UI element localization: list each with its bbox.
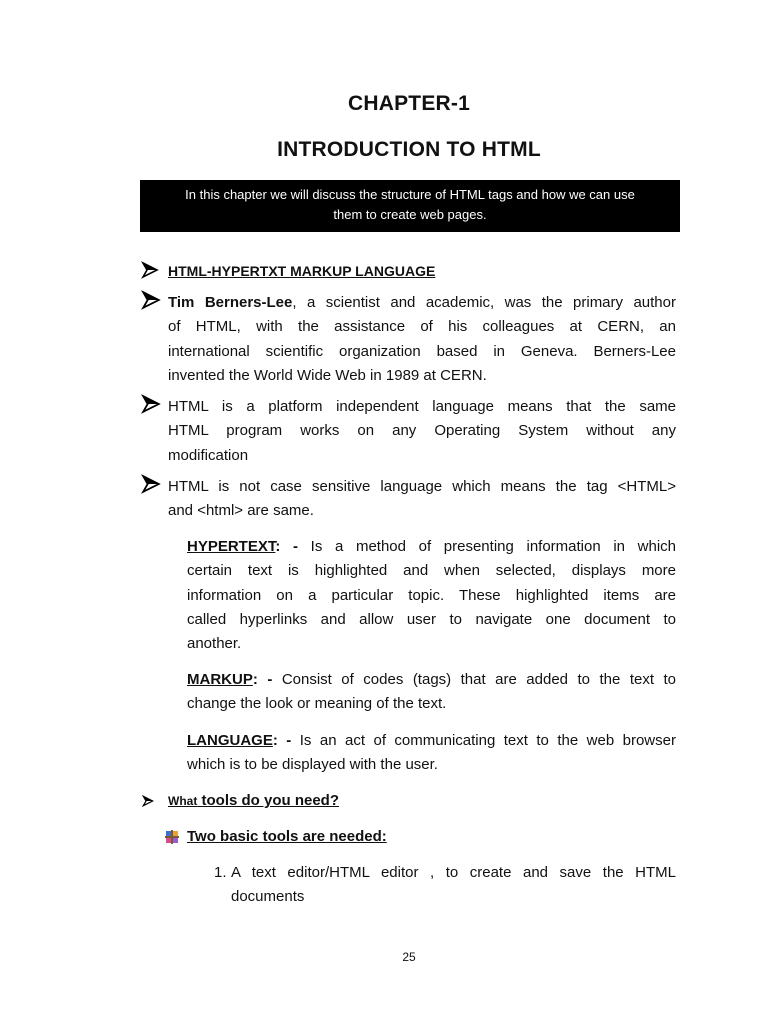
definition-text: Is an act of communicating text to the web browser xyxy=(299,732,676,749)
hypertext-definition xyxy=(187,535,676,656)
tim-berners-lee-paragraph xyxy=(168,291,676,388)
paragraph-line: international scientific organization based in Geneva. Berners-Lee xyxy=(168,342,676,360)
arrow-bullet-icon xyxy=(141,290,161,310)
definition-dash: - xyxy=(277,732,300,749)
paragraph-line: invented the World Wide Web in 1989 at CERN. xyxy=(168,366,487,384)
language-definition xyxy=(187,729,676,778)
definition-text: Is a method of presenting information in which xyxy=(310,538,676,555)
list-item xyxy=(231,861,676,910)
section-heading: HTML-HYPERTXT MARKUP LANGUAGE xyxy=(168,263,436,279)
definition-term: HYPERTEXT xyxy=(187,538,276,555)
definition-colon: : xyxy=(252,671,258,688)
tools-what: What xyxy=(168,794,198,808)
definition-line xyxy=(187,535,676,559)
definition-line: called hyperlinks and allow user to navigate one document to xyxy=(187,610,676,628)
definition-colon: : xyxy=(275,538,281,555)
page-number: 25 xyxy=(402,950,416,964)
paragraph-text: , a scientist and academic, was the primary author xyxy=(292,294,676,311)
tim-name: Tim Berners-Lee xyxy=(168,294,293,311)
definition-text: Consist of codes (tags) that are added to the text to xyxy=(281,671,676,688)
definition-line: certain text is highlighted and when selected, displays more xyxy=(187,562,676,580)
arrow-bullet-icon xyxy=(141,474,161,494)
arrow-bullet-icon xyxy=(142,794,154,806)
list-number: 1. xyxy=(214,864,227,881)
arrow-bullet-icon xyxy=(141,394,161,414)
banner-line-2: them to create web pages. xyxy=(333,207,487,222)
definition-term: LANGUAGE xyxy=(187,732,273,749)
paragraph-line: HTML is a platform independent language means that the same xyxy=(168,398,676,415)
tools-question xyxy=(168,791,339,811)
chapter-summary-banner xyxy=(140,180,680,232)
basic-tools-heading: Two basic tools are needed: xyxy=(187,828,387,845)
paragraph-line xyxy=(168,291,676,315)
arrow-bullet-icon xyxy=(141,261,161,281)
case-sensitivity-paragraph xyxy=(168,475,676,524)
paragraph-line: HTML is not case sensitive language which means the tag <HTML> xyxy=(168,478,676,495)
definition-dash: - xyxy=(280,538,311,555)
definition-line: which is to be displayed with the user. xyxy=(187,756,438,774)
definition-line xyxy=(187,729,676,753)
platform-paragraph xyxy=(168,395,676,468)
paragraph-line: modification xyxy=(168,446,249,464)
markup-definition xyxy=(187,668,676,717)
chapter-label: CHAPTER-1 xyxy=(348,92,470,115)
definition-dash: - xyxy=(257,671,282,688)
definition-line: another. xyxy=(187,635,242,653)
colored-bullet-icon xyxy=(164,829,180,845)
chapter-title: INTRODUCTION TO HTML xyxy=(277,138,541,161)
tools-rest: tools do you need? xyxy=(197,792,339,809)
definition-term: MARKUP xyxy=(187,671,253,688)
list-item-line: A text editor/HTML editor , to create and save the HTML xyxy=(231,864,676,881)
definition-colon: : xyxy=(272,732,278,749)
definition-line: change the look or meaning of the text. xyxy=(187,695,447,713)
definition-line xyxy=(187,668,676,692)
paragraph-line: of HTML, with the assistance of his colleagues at CERN, an xyxy=(168,318,676,336)
definition-line: information on a particular topic. These highlighted items are xyxy=(187,586,676,604)
list-item-line: documents xyxy=(231,888,305,906)
banner-line-1: In this chapter we will discuss the structure of HTML tags and how we can use xyxy=(185,187,635,202)
paragraph-line: HTML program works on any Operating System without any xyxy=(168,422,676,440)
paragraph-line: and <html> are same. xyxy=(168,502,314,520)
